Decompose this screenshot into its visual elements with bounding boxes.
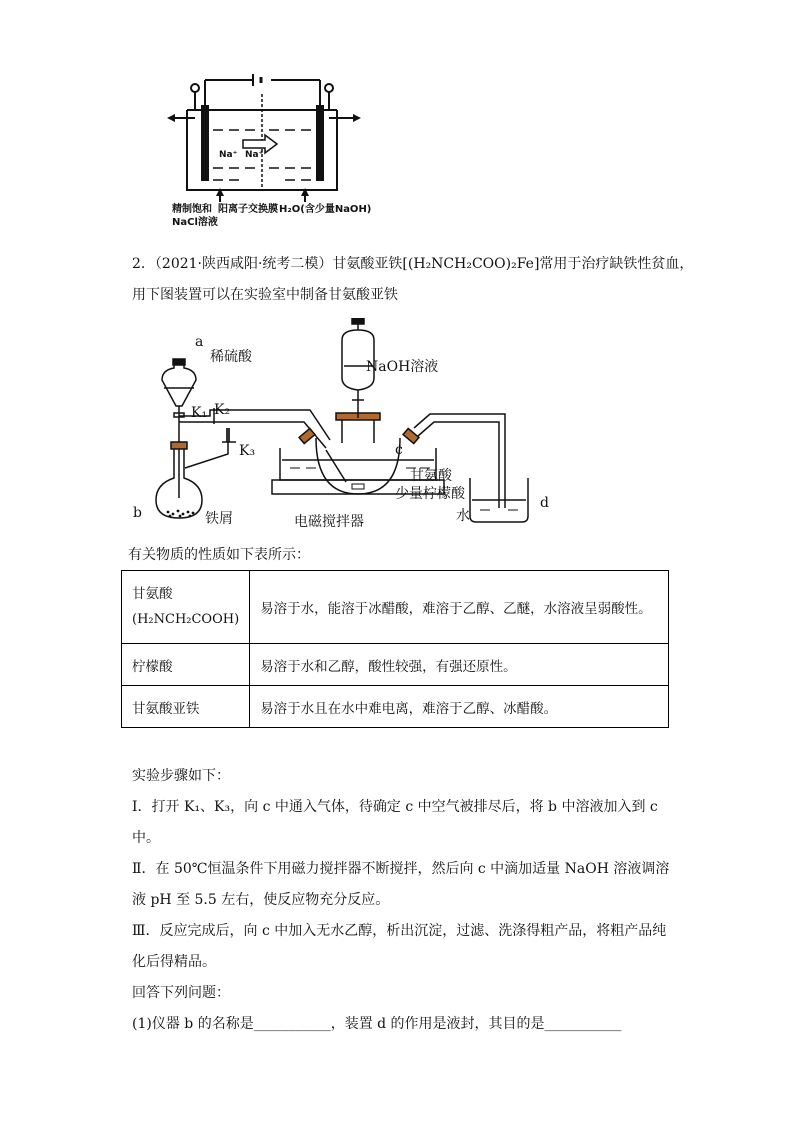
table-intro: 有关物质的性质如下表所示：	[128, 547, 310, 563]
step1-line1: Ⅰ．打开 K₁、K₃，向 c 中通入气体，待确定 c 中空气被排尽后，将 b 中溶液加入到 c	[132, 799, 658, 815]
table-cell-name	[122, 571, 250, 644]
label-water: 水	[456, 508, 470, 524]
table-cell-desc: 易溶于水且在水中难电离，难溶于乙醇、冰醋酸。	[250, 686, 669, 728]
step3-line1: Ⅲ．反应完成后，向 c 中加入无水乙醇，析出沉淀，过滤、洗涤得粗产品，将粗产品纯	[132, 923, 667, 939]
table-row	[122, 686, 669, 728]
question2-intro-line2: 用下图装置可以在实验室中制备甘氨酸亚铁	[132, 287, 398, 303]
label-iron-filings: 铁屑	[205, 511, 233, 527]
step1-line2: 中。	[132, 830, 160, 846]
steps-heading: 实验步骤如下：	[132, 768, 230, 784]
label-k3: K₃	[239, 443, 256, 459]
label-k2: K₂	[214, 402, 231, 418]
label-water-naoh: H₂O(含少量NaOH)	[279, 204, 372, 215]
label-flask-b: b	[133, 505, 142, 521]
label-funnel-a: a	[195, 334, 204, 350]
table-row	[122, 644, 669, 686]
properties-table	[121, 570, 669, 728]
step2-line2: 液 pH 至 5.5 左右，使反应物充分反应。	[132, 892, 390, 908]
label-beaker-d: d	[540, 495, 549, 511]
electrolysis-cell-figure	[165, 72, 365, 217]
label-naoh-solution: NaOH溶液	[366, 359, 439, 375]
label-dilute-sulfuric-acid: 稀硫酸	[210, 349, 252, 365]
table-cell-name: 柠檬酸	[122, 644, 250, 686]
apparatus-figure	[130, 318, 580, 533]
na-ion-right: Na⁺	[245, 150, 264, 160]
label-glycine: 甘氨酸	[410, 468, 452, 484]
table-cell-name: 甘氨酸亚铁	[122, 686, 250, 728]
table-cell-desc: 易溶于水和乙醇，酸性较强，有强还原性。	[250, 644, 669, 686]
table-row	[122, 571, 669, 644]
step2-line1: Ⅱ．在 50℃恒温条件下用磁力搅拌器不断搅拌，然后向 c 中滴加适量 NaOH 溶液调溶	[132, 861, 670, 877]
na-ion-left: Na⁺	[219, 150, 238, 160]
answer-heading: 回答下列问题：	[132, 985, 230, 1001]
label-cation-exchange-membrane: 阳离子交换膜	[218, 204, 278, 215]
substance-formula: (H₂NCH₂COOH)	[132, 612, 240, 627]
label-citric-acid: 少量柠檬酸	[395, 486, 465, 502]
label-k1: K₁	[191, 405, 208, 421]
table-cell-desc: 易溶于水，能溶于冰醋酸，难溶于乙醇、乙醚，水溶液呈弱酸性。	[250, 571, 669, 644]
label-saturated-nacl-1: 精制饱和	[172, 204, 212, 215]
question2-intro-line1: 2．（2021·陕西咸阳·统考二模）甘氨酸亚铁[(H₂NCH₂COO)₂Fe]常用于治疗缺铁性贫血，	[132, 256, 694, 272]
label-magnetic-stirrer: 电磁搅拌器	[294, 514, 364, 530]
substance-name: 甘氨酸	[132, 586, 173, 602]
label-flask-c: c	[395, 442, 403, 458]
question-1: (1)仪器 b 的名称是___________，装置 d 的作用是液封，其目的是___________	[132, 1016, 622, 1032]
label-saturated-nacl-2: NaCl溶液	[172, 217, 218, 228]
step3-line2: 化后得精品。	[132, 954, 216, 970]
